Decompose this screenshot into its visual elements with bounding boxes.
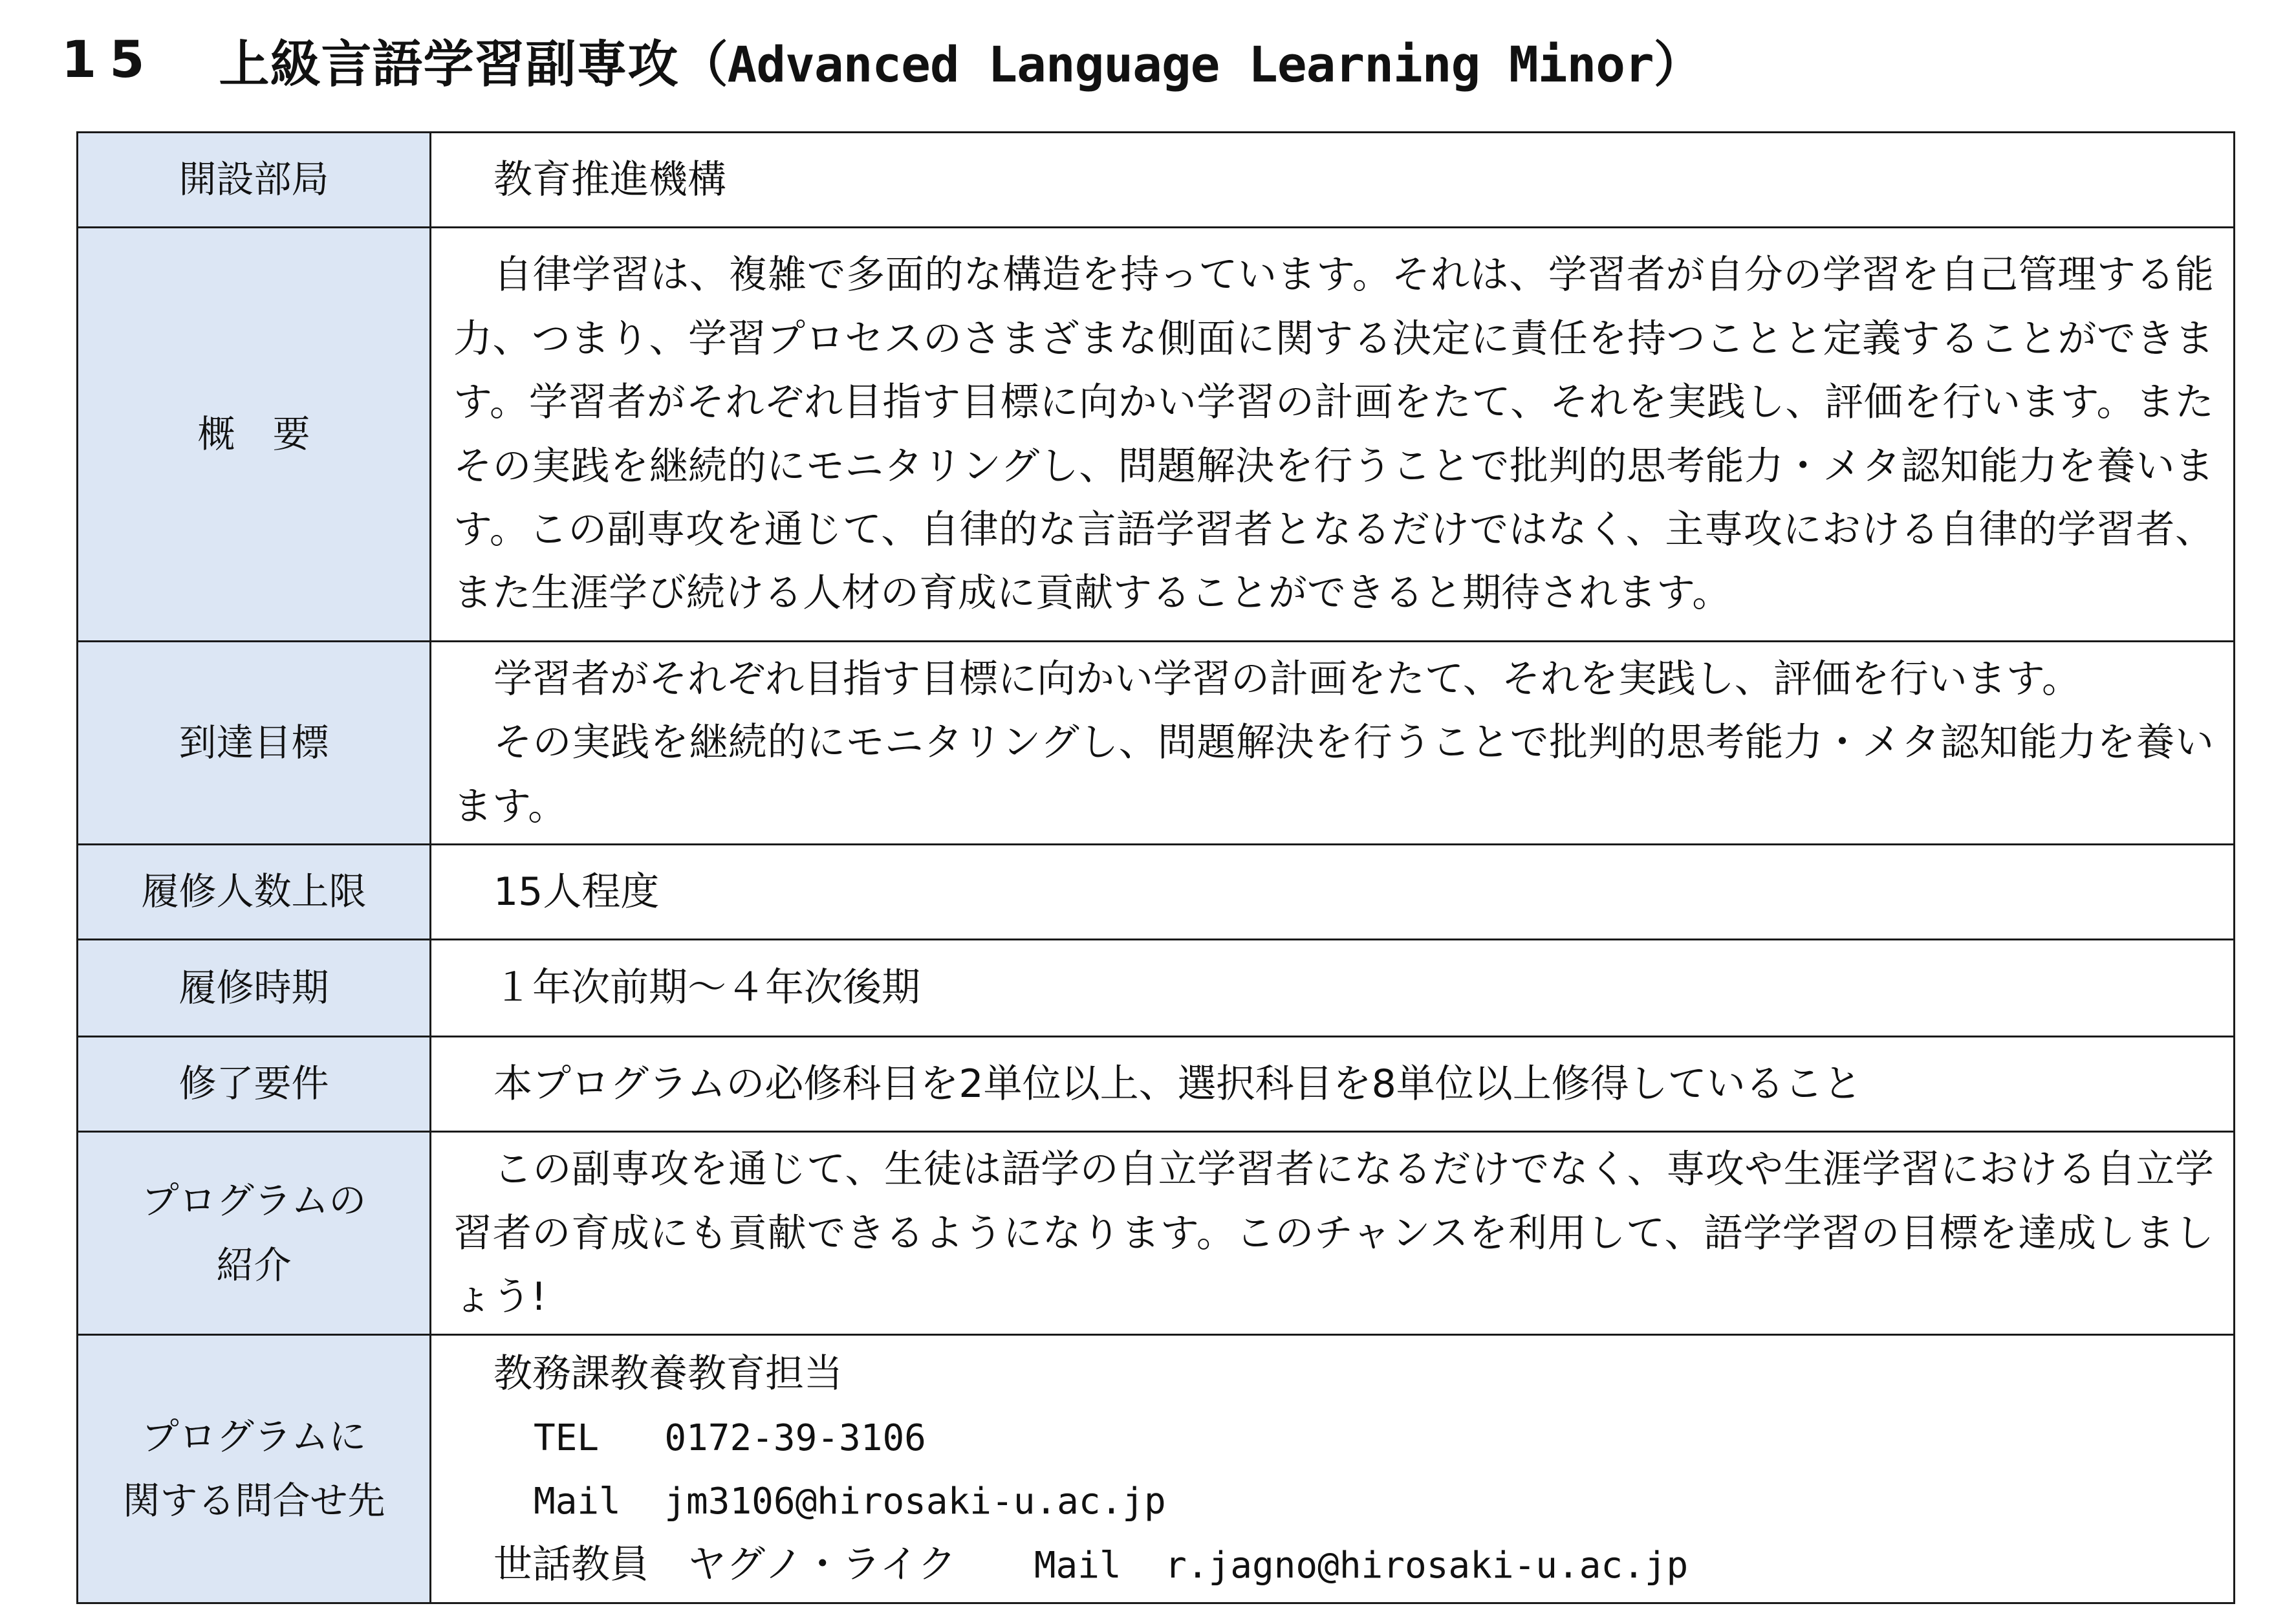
contact-advisor-line [453,1533,2214,1596]
table-row-intro [78,1132,2235,1335]
contact-label-line1: プログラムに [141,1414,367,1459]
row-label-intro [78,1132,431,1335]
table-row-period [78,940,2235,1037]
contact-tel-line [453,1405,2214,1469]
period-text: １年次前期～４年次後期 [493,965,920,1011]
table-row-requirements [78,1037,2235,1132]
contact-tel: 0172-39-3106 [664,1416,926,1459]
table-row-goals [78,642,2235,845]
table-row-department [78,133,2235,228]
row-label-overview: 概 要 [78,228,431,642]
overview-text: 自律学習は、複雑で多面的な構造を持っています。それは、学習者が自分の学習を自己管理する能力、つまり、学習プロセスのさまざまな側面に関する決定に責任を持つことと定義することができます。学習者がそれぞれ目指す目標に向かい学習の計画をたて、それを実践し、評価を行います。またその実践を継続的にモニタリングし、問題解決を行うことで批判的思考能力・メタ認知能力を養います。この副専攻を通じて、自律的な言語学習者となるだけではなく、主専攻における自律的学習者、また生涯学び続ける人材の育成に貢献することができると期待されます。 [453,252,2214,616]
title-english: （Advanced Language Learning Minor） [678,35,1702,93]
contact-tel-label: TEL [534,1416,600,1459]
table-row-overview [78,228,2235,642]
contact-office: 教務課教養教育担当 [493,1351,843,1396]
row-label-department: 開設部局 [78,133,431,228]
row-value-overview [431,228,2235,642]
row-label-contact [78,1335,431,1603]
intro-label-line1: プログラムの [141,1178,367,1222]
title-japanese: 上級言語学習副専攻 [219,36,679,94]
row-value-contact [431,1335,2235,1603]
intro-text: この副専攻を通じて、生徒は語学の自立学習者になるだけでなく、専攻や生涯学習における自立学習者の育成にも貢献できるようになります。このチャンスを利用して、語学学習の目標を達成しましょう! [453,1147,2214,1319]
contact-label-line2: 関する問合せ先 [122,1479,385,1523]
page-title [61,18,1702,102]
requirements-text: 本プログラムの必修科目を2単位以上、選択科目を8単位以上修得していること [493,1061,1862,1107]
intro-label-line2: 紹介 [216,1243,292,1287]
row-value-period [431,940,2235,1037]
goals-text-2: その実践を継続的にモニタリングし、問題解決を行うことで批判的思考能力・メタ認知能力を養います。 [453,720,2214,829]
contact-mail-line [453,1469,2214,1532]
row-value-department [431,133,2235,228]
table-row-contact [78,1335,2235,1603]
row-value-capacity [431,845,2235,940]
contact-advisor-label: 世話教員 [493,1541,649,1587]
row-value-requirements [431,1037,2235,1132]
goals-text-1: 学習者がそれぞれ目指す目標に向かい学習の計画をたて、それを実践し、評価を行います。 [493,657,2081,702]
contact-advisor-mail-link[interactable]: r.jagno@hirosaki-u.ac.jp [1165,1544,1689,1587]
program-info-table [76,131,2235,1604]
row-value-intro [431,1132,2235,1335]
row-label-capacity: 履修人数上限 [78,845,431,940]
contact-advisor-name: ヤグノ・ライク [688,1541,957,1587]
row-label-goals: 到達目標 [78,642,431,845]
contact-mail-link[interactable]: jm3106@hirosaki-u.ac.jp [664,1481,1166,1523]
row-value-goals [431,642,2235,845]
contact-mail-label: Mail [534,1481,621,1523]
contact-advisor-mail-label: Mail [1034,1544,1121,1587]
department-text: 教育推進機構 [493,157,726,202]
section-number: 15 [61,31,158,89]
row-label-period: 履修時期 [78,940,431,1037]
capacity-text: 15人程度 [493,869,660,915]
row-label-requirements: 修了要件 [78,1037,431,1132]
table-row-capacity [78,845,2235,940]
